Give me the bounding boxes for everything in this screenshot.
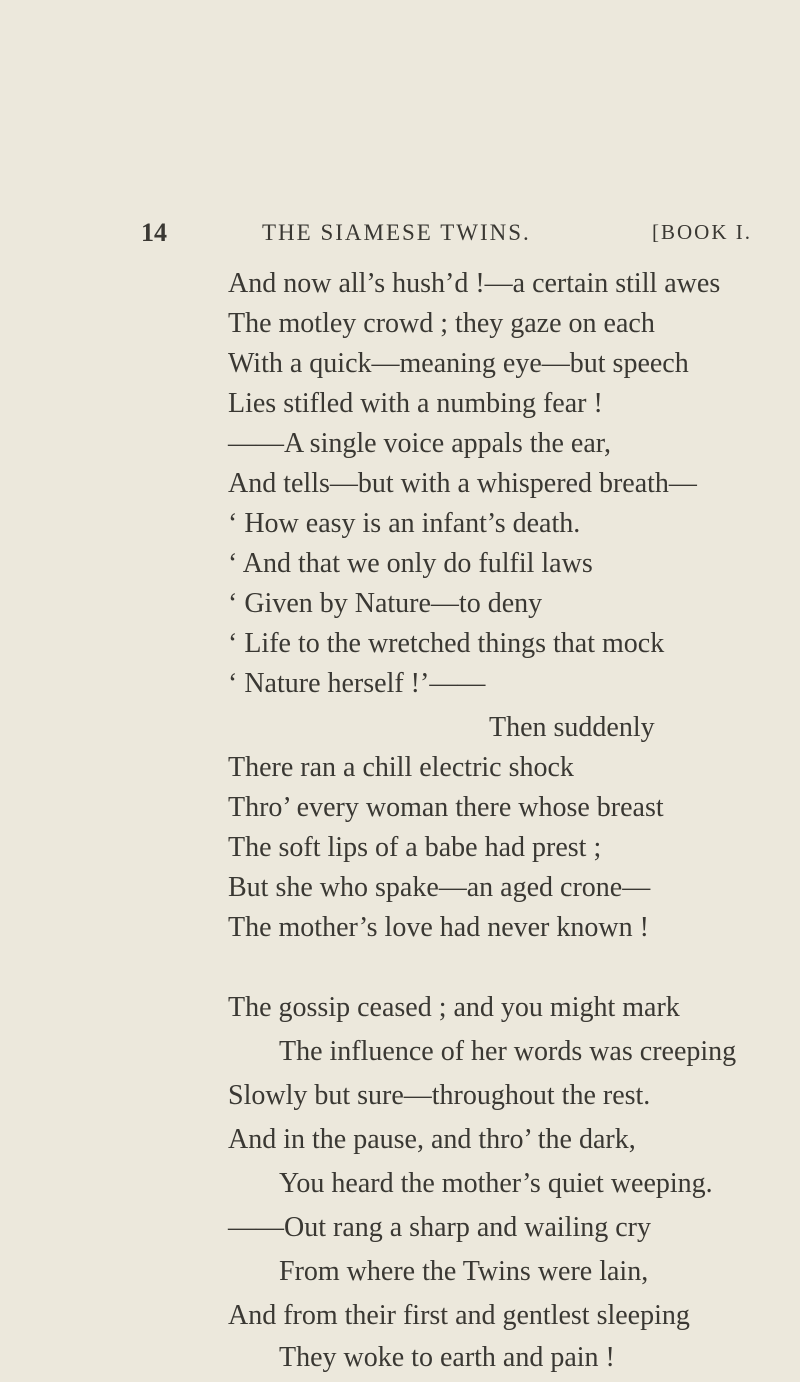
poem-line: ‘ Life to the wretched things that mock (228, 628, 665, 659)
book-label: [BOOK I. (652, 220, 752, 244)
poem-line: And in the pause, and thro’ the dark, (228, 1124, 636, 1155)
page-header (0, 218, 800, 250)
poem-line: The gossip ceased ; and you might mark (228, 992, 680, 1023)
poem-line: With a quick—meaning eye—but speech (228, 348, 689, 379)
poem-line: From where the Twins were lain, (279, 1256, 649, 1287)
poem-line: ——Out rang a sharp and wailing cry (228, 1212, 651, 1243)
poem-line: ——A single voice appals the ear, (228, 428, 611, 459)
poem-line: And tells—but with a whispered breath— (228, 468, 697, 499)
poem-line: ‘ How easy is an infant’s death. (228, 508, 581, 539)
poem-line: They woke to earth and pain ! (279, 1342, 615, 1373)
poem-line: The soft lips of a babe had prest ; (228, 832, 602, 863)
poem-line: ‘ Given by Nature—to deny (228, 588, 543, 619)
poem-line: Slowly but sure—throughout the rest. (228, 1080, 651, 1111)
poem-line: Lies stifled with a numbing fear ! (228, 388, 603, 419)
poem-line: The mother’s love had never known ! (228, 912, 649, 943)
poem-line: You heard the mother’s quiet weeping. (279, 1168, 713, 1199)
poem-line: There ran a chill electric shock (228, 752, 574, 783)
running-title: THE SIAMESE TWINS. (262, 220, 531, 245)
poem-line: ‘ And that we only do fulfil laws (228, 548, 593, 579)
poem-line: But she who spake—an aged crone— (228, 872, 651, 903)
poem-line: And from their first and gentlest sleeping (228, 1300, 690, 1331)
poem-line: Thro’ every woman there whose breast (228, 792, 664, 823)
poem-line: The motley crowd ; they gaze on each (228, 308, 655, 339)
page-number: 14 (141, 218, 167, 247)
poem-line: And now all’s hush’d !—a certain still awes (228, 268, 721, 299)
poem-line: ‘ Nature herself !’—— (228, 668, 486, 699)
poem-line: The influence of her words was creeping (279, 1036, 737, 1067)
poem-line: Then suddenly (489, 712, 655, 743)
